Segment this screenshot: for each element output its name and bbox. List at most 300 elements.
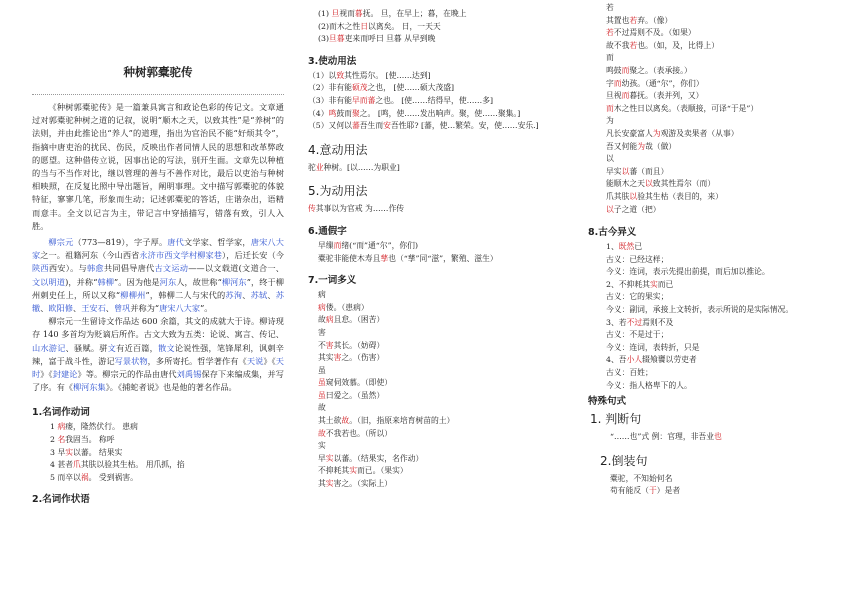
- highlight-text: 实: [325, 479, 334, 489]
- highlight-text: 聚: [351, 108, 360, 118]
- highlight-text: 山水游记: [32, 342, 66, 353]
- text-segment: 视而: [339, 9, 355, 18]
- highlight-text: 若: [629, 15, 638, 25]
- text-segment: 吏来而呼曰 旦暮 从早到晚: [344, 34, 436, 44]
- highlight-text: 而: [606, 103, 614, 113]
- list-item: [308, 465, 570, 478]
- highlight-text: 而: [621, 65, 630, 75]
- text-segment: 之一。祖籍河东（今山西省: [40, 250, 140, 261]
- text-segment: ——以文载道(文道合一、: [188, 263, 284, 274]
- list-item: [588, 166, 853, 179]
- highlight-text: 蕃: [351, 121, 360, 131]
- text-segment: 今义：指人格卑下的人。: [606, 380, 692, 390]
- text-segment: 其实: [318, 353, 334, 363]
- list-item: [308, 33, 570, 46]
- list-item: [588, 380, 853, 393]
- text-segment: 1、: [606, 242, 619, 252]
- text-segment: 》《: [263, 355, 276, 366]
- text-segment: 早实: [606, 166, 622, 176]
- highlight-text: 陕西: [32, 263, 49, 274]
- text-segment: 早缫: [318, 240, 334, 250]
- highlight-text: 文: [107, 342, 117, 353]
- list-item: [308, 352, 570, 365]
- text-segment: 柳宗元一生留诗文作品达 600 余篇，其文的成就大于诗。柳诗现存 140 多首均为贬谪后所作。古文大致为五类：论说、寓言、传记、: [32, 316, 284, 340]
- highlight-text: 柳河东: [221, 276, 247, 287]
- highlight-text: 柳柳州: [120, 289, 146, 300]
- highlight-text: 致: [336, 70, 345, 80]
- highlight-text: 害: [325, 340, 334, 350]
- text-segment: 观游及卖果者（从事）: [660, 128, 739, 138]
- text-segment: 橐驼，不知始何名: [610, 473, 673, 483]
- highlight-text: 若: [606, 28, 614, 38]
- heading-putative: 4.意动用法: [308, 142, 368, 157]
- text-segment: 5 而卒以: [50, 472, 81, 482]
- list-noun-as-verb: [32, 421, 284, 484]
- list-item: [32, 434, 284, 447]
- text-segment: （1）以: [308, 70, 337, 80]
- list-item: [308, 340, 570, 353]
- text-segment: 焉则不及: [642, 317, 674, 327]
- text-segment: 驼: [308, 162, 316, 172]
- text-segment: 4 甚者: [50, 460, 74, 470]
- text-segment: 论说性强，笔锋犀利，讽刺辛辣，富于战斗性，游记: [32, 342, 284, 366]
- list-item: [308, 70, 570, 83]
- list-item: [308, 390, 570, 403]
- heading-ancient-modern: 8.古今异义: [588, 227, 637, 239]
- text-segment: 橐驼非能使木寿且: [318, 253, 381, 263]
- text-segment: 、: [105, 303, 114, 314]
- list-item: [32, 472, 284, 485]
- list-polysemy: [308, 289, 570, 491]
- highlight-text: 苏洵: [225, 289, 243, 300]
- line-judgment: [588, 431, 853, 444]
- text-segment: 其: [318, 479, 326, 489]
- highlight-text: 虽: [318, 378, 326, 388]
- text-segment: 暮抚。（表并列，又）: [629, 91, 704, 101]
- text-segment: 木之性日以离矣。（表顺接，可译“于是”）: [613, 103, 759, 113]
- heading-for-use: 5.为动用法: [308, 184, 368, 199]
- highlight-text: 害: [333, 353, 342, 363]
- highlight-text: 韩愈: [86, 263, 104, 274]
- list-item: [308, 453, 570, 466]
- text-segment: 若: [606, 3, 614, 12]
- highlight-text: 实: [65, 447, 74, 457]
- heading-polysemy: 7.一词多义: [308, 275, 357, 287]
- highlight-text: 文以明道: [32, 276, 66, 287]
- highlight-text: 而: [333, 240, 342, 250]
- text-segment: 4、吾: [606, 355, 627, 365]
- text-segment: 早: [318, 453, 326, 463]
- text-segment: 吾生而: [359, 121, 384, 131]
- text-segment: 辍飧饔以劳吏者: [642, 355, 697, 365]
- heading-special-sentences: 特殊句式: [588, 396, 627, 408]
- highlight-text: 散文: [158, 342, 175, 353]
- list-item: [588, 354, 853, 367]
- list-item: [308, 240, 570, 253]
- highlight-text: 天说: [246, 355, 264, 366]
- list-item: [588, 40, 853, 53]
- list-tongjia: [308, 240, 570, 265]
- text-segment: 故: [318, 403, 326, 413]
- highlight-text: 写景状物: [114, 355, 148, 366]
- text-segment: 虽: [318, 365, 326, 375]
- text-segment: 偻。（患病）: [325, 302, 369, 312]
- highlight-text: 刘禹锡: [176, 369, 202, 380]
- highlight-text: 传: [308, 204, 316, 214]
- list-item: [588, 473, 853, 486]
- column-left: [32, 0, 284, 508]
- highlight-text: 名: [57, 435, 66, 445]
- text-segment: 蕃（而且）: [629, 166, 669, 176]
- text-segment: ”。: [200, 303, 213, 314]
- highlight-text: 欧阳修: [48, 303, 73, 314]
- list-item: [308, 402, 570, 415]
- text-segment: 》。《捕蛇者说》也是他的著名作品。: [105, 382, 237, 393]
- text-segment: 、: [267, 289, 276, 300]
- list-item: [308, 415, 570, 428]
- list-item: [308, 21, 570, 34]
- highlight-text: 柳宗元: [48, 237, 74, 248]
- text-segment: 害之。（实际上）: [333, 479, 393, 489]
- highlight-text: 虽: [318, 390, 326, 400]
- intro-paragraph: [32, 101, 284, 233]
- heading-judgment-sentence: 1. 判断句: [590, 412, 642, 427]
- text-segment: 害: [318, 327, 326, 337]
- list-item: [588, 329, 853, 342]
- text-segment: 2: [50, 435, 58, 445]
- text-segment: 其肤以验其生枯。 用爪抓，掐: [80, 460, 185, 470]
- text-segment: 今义：连词，表转折，只是: [606, 342, 700, 352]
- line-for-use: [308, 203, 570, 216]
- list-item: [588, 15, 853, 28]
- text-segment: 而已。（果实）: [356, 466, 408, 476]
- highlight-text: 永济市西文学村柳家巷: [139, 250, 223, 261]
- highlight-text: 病: [57, 422, 66, 432]
- highlight-text: 旦: [331, 9, 340, 18]
- text-segment: 有近百篇，: [116, 342, 159, 353]
- list-item: [588, 103, 853, 116]
- list-item: [588, 178, 853, 191]
- text-segment: 我固当。 称呼: [65, 435, 115, 445]
- highlight-text: 于: [648, 486, 657, 496]
- text-segment: 绪(“而”通“尔”，你们): [341, 240, 418, 250]
- author-paragraph: [32, 236, 284, 315]
- highlight-text: 唐宋八大家: [159, 303, 201, 314]
- list-item: [308, 428, 570, 441]
- highlight-text: 为: [637, 141, 645, 151]
- list-item: [588, 78, 853, 91]
- list-item: [588, 254, 853, 267]
- list-item: [588, 115, 853, 128]
- highlight-text: 若: [629, 40, 638, 50]
- highlight-text: 封建论: [52, 369, 78, 380]
- list-adverbial: [308, 8, 570, 46]
- highlight-text: 也: [714, 432, 722, 442]
- text-segment: “……也”式 例：官理，非吾业: [610, 432, 715, 442]
- text-segment: （4）: [308, 108, 329, 118]
- highlight-text: 以: [629, 191, 638, 201]
- text-segment: 其土欲: [318, 416, 342, 426]
- title-divider: [32, 94, 284, 95]
- text-segment: 也。（如，及，比得上）: [637, 40, 720, 50]
- list-item: [308, 314, 570, 327]
- text-segment: 凡长安豪富人: [606, 128, 653, 138]
- text-segment: 其性焉尔。 [使……达到]: [344, 70, 431, 80]
- line-putative: [308, 162, 570, 175]
- highlight-text: 故: [318, 428, 326, 438]
- text-segment: （3）非有能: [308, 95, 352, 105]
- column-right: [588, 0, 853, 498]
- text-segment: 2、不抑耗其: [606, 279, 650, 289]
- list-item: [588, 266, 853, 279]
- list-causative: [308, 70, 570, 133]
- text-segment: 。 受到祸害。: [88, 472, 138, 482]
- list-item: [308, 95, 570, 108]
- text-segment: 鼓而: [336, 108, 352, 118]
- text-segment: 鸣鼓: [606, 65, 622, 75]
- list-ancient-modern: [588, 241, 853, 392]
- list-item: [588, 291, 853, 304]
- list-item: [588, 241, 853, 254]
- text-segment: 之也。 [使……结得早，使……多]: [375, 95, 494, 105]
- list-item: [588, 279, 853, 292]
- highlight-text: 爪: [73, 460, 81, 470]
- highlight-text: 以: [621, 166, 630, 176]
- list-item: [32, 459, 284, 472]
- text-segment: 且怠。（困苦）: [333, 315, 385, 325]
- text-segment: 以蕃。 结果实: [73, 447, 123, 457]
- list-item: [588, 191, 853, 204]
- highlight-text: 曾巩: [113, 303, 131, 314]
- list-inversion: [588, 473, 853, 498]
- highlight-text: 日: [360, 21, 369, 31]
- list-item: [308, 289, 570, 302]
- text-segment: 以离矣。 日，一天天: [368, 21, 441, 31]
- text-segment: 不抑耗其: [318, 466, 350, 476]
- text-segment: 苟有能反（: [610, 486, 649, 496]
- list-item: [588, 128, 853, 141]
- list-item: [308, 377, 570, 390]
- text-segment: 故: [318, 315, 326, 325]
- text-segment: 曰爱之。（虽然）: [325, 390, 385, 400]
- text-segment: 之。 [鸣，使……发出响声。聚，使……聚集。]: [359, 108, 521, 118]
- highlight-text: 而: [613, 78, 622, 88]
- text-segment: 人，故世称“: [176, 276, 222, 287]
- text-segment: 吾性耶? [蕃，使…繁荣。安，使……安乐.]: [390, 121, 539, 131]
- highlight-text: 河东: [159, 276, 177, 287]
- text-segment: 》等。柳宗元的作品由唐代: [77, 369, 177, 380]
- list-item: [588, 2, 853, 15]
- text-segment: 能顺木之天: [606, 179, 645, 189]
- list-item: [308, 440, 570, 453]
- text-segment: 西安）。与: [48, 263, 87, 274]
- text-segment: 。（旧，指原来培育树苗的土）: [349, 416, 455, 426]
- highlight-text: 苏辙: [32, 289, 284, 314]
- highlight-text: 祸: [80, 472, 89, 482]
- text-segment: (3): [318, 34, 330, 44]
- text-segment: 今义：副词，承接上文转折，表示所说的是实际情况。: [606, 305, 794, 315]
- list-item: [588, 485, 853, 498]
- list-polysemy-cont: [588, 2, 853, 216]
- text-segment: 古义：百姓；: [606, 368, 653, 378]
- text-segment: 为: [606, 116, 614, 126]
- text-segment: 今义：连词，表示先提出前提，而后加以推论。: [606, 267, 770, 277]
- text-segment: 幼孩。（通“尔”，你们）: [621, 78, 704, 88]
- list-item: [308, 302, 570, 315]
- heading-inversion: 2.倒装句: [600, 453, 648, 468]
- text-segment: 已: [634, 242, 643, 252]
- text-segment: 瘘，隆然伏行。 患病: [65, 422, 138, 432]
- list-item: [308, 120, 570, 133]
- text-segment: 其长。（妨碍）: [333, 340, 385, 350]
- text-segment: 不过焉则不及。（如果）: [613, 28, 696, 38]
- text-segment: (1): [318, 9, 332, 18]
- text-segment: 、: [242, 289, 251, 300]
- list-item: [588, 204, 853, 217]
- text-segment: ），后迁长安（今: [222, 250, 284, 261]
- text-segment: 窥伺效慕。（即使）: [325, 378, 393, 388]
- text-segment: 其事以为官戒 为……作传: [315, 204, 405, 214]
- text-segment: 聚之。（表承接。）: [629, 65, 692, 75]
- text-segment: 之。（伤害）: [341, 353, 385, 363]
- highlight-text: 以: [644, 179, 653, 189]
- highlight-text: 业: [315, 162, 324, 172]
- highlight-text: 旦暮: [329, 34, 345, 44]
- text-segment: 古义：它的果实；: [606, 292, 669, 302]
- text-segment: 弃。（像）: [637, 15, 673, 25]
- text-segment: （5）又何以: [308, 121, 352, 131]
- list-item: [588, 90, 853, 103]
- highlight-text: 为: [652, 128, 661, 138]
- text-segment: ）是者: [656, 486, 681, 496]
- text-segment: 、: [72, 303, 82, 314]
- highlight-text: 王安石: [81, 303, 106, 314]
- list-item: [588, 65, 853, 78]
- text-segment: 、骚赋。骈: [65, 342, 108, 353]
- highlight-text: 病: [325, 315, 334, 325]
- highlight-text: 以: [606, 204, 614, 214]
- list-item: [588, 52, 853, 65]
- text-segment: 《种树郭橐驼传》是一篇兼具寓言和政论色彩的传记文。文章通过对郭橐驼种树之道的记叙，说明“顺木之天，以致其性”是“养树”的法则，并由此推论出“养人”的道理，指出为官治民不能“好烦其令”，指摘中唐吏治的扰民、伤民，反映出作者同情人民的思想和改革弊政的愿望。这种借传立说，因事出论的写法，别开生面。文章先以种植的当与不当作对比，继以管理的善与不善作对比，最后以吏治与种树相映照，在反复比照中导出题旨，阐明事理。文中描写郭橐驼的体貌特征，寥寥几笔，形象而生动；记述郭橐驼的答话，庄谐杂出，语精而意丰。全文以记言为主，带记言中穿插描写，错落有致，引人入胜。: [32, 102, 284, 231]
- text-segment: （2）非有能: [308, 83, 352, 93]
- text-segment: 不我若也。（所以）: [325, 428, 393, 438]
- list-item: [308, 253, 570, 266]
- list-item: [32, 447, 284, 460]
- text-segment: ”，韩柳二人与宋代的: [145, 289, 226, 300]
- highlight-text: 安: [383, 121, 391, 131]
- text-segment: 旦视: [606, 91, 622, 101]
- highlight-text: 实: [649, 279, 658, 289]
- highlight-text: 硕茂: [351, 83, 368, 93]
- highlight-text: 苏轼: [250, 289, 268, 300]
- text-segment: 古义：已经这样；: [606, 254, 669, 264]
- list-item: [588, 367, 853, 380]
- highlight-text: 唐宋八大家: [32, 237, 284, 261]
- text-segment: 》《: [40, 369, 53, 380]
- heading-noun-as-verb: 1.名词作动词: [32, 407, 90, 419]
- text-segment: 之也， [使……硕大茂盛]: [367, 83, 455, 93]
- highlight-text: 古文运动: [154, 263, 189, 274]
- text-segment: 而: [606, 53, 614, 63]
- text-segment: 实: [318, 441, 326, 451]
- list-item: [308, 478, 570, 491]
- highlight-text: 故: [341, 416, 350, 426]
- text-segment: 也（“孳”同“滋”，繁殖、滋生）: [388, 253, 498, 263]
- highlight-text: 唐代: [167, 237, 184, 248]
- text-segment: 而已: [657, 279, 674, 289]
- text-segment: 致其性焉尔（而）: [652, 179, 716, 189]
- text-segment: 哉（做）: [644, 141, 677, 151]
- highlight-text: 实: [325, 453, 334, 463]
- text-segment: 病: [318, 290, 326, 300]
- highlight-text: 病: [318, 302, 326, 312]
- list-item: [308, 82, 570, 95]
- text-segment: 抚。 旦，在早上；暮，在晚上: [362, 9, 467, 18]
- text-segment: 爪其肤: [606, 191, 630, 201]
- list-item: [588, 141, 853, 154]
- text-segment: 以蕃。（结果实，名作动）: [333, 453, 424, 463]
- text-segment: 1: [50, 422, 58, 432]
- text-segment: 3、若: [606, 317, 627, 327]
- article-title: 种树郭橐驼传: [123, 65, 193, 79]
- text-segment: )，并称“: [65, 276, 98, 287]
- text-segment: ”，终于柳州刺史任上，所以又称“: [32, 276, 284, 300]
- text-segment: 验其生枯（表目的，来）: [637, 191, 723, 201]
- list-item: [308, 327, 570, 340]
- highlight-text: 韩柳: [97, 276, 115, 287]
- highlight-text: 既然: [618, 242, 635, 252]
- text-segment: 古义：不是过于；: [606, 330, 669, 340]
- text-segment: 不: [318, 340, 326, 350]
- text-segment: 故不我: [606, 40, 630, 50]
- highlight-text: 不过: [626, 317, 643, 327]
- highlight-text: 天时: [32, 355, 284, 380]
- list-item: [588, 304, 853, 317]
- highlight-text: 暮: [354, 9, 363, 18]
- text-segment: 以: [606, 154, 614, 164]
- text-segment: 共同倡导唐代: [103, 263, 155, 274]
- text-segment: 子之道（把）: [613, 204, 661, 214]
- list-item: [588, 153, 853, 166]
- text-segment: 3 早: [50, 447, 66, 457]
- text-segment: 种树。[以……为职业]: [323, 162, 400, 172]
- text-segment: 字: [606, 78, 614, 88]
- text-segment: 文学家、哲学家，: [184, 237, 251, 248]
- column-middle: [308, 0, 570, 491]
- highlight-text: 鸣: [328, 108, 337, 118]
- list-item: [588, 27, 853, 40]
- list-item: [308, 8, 570, 21]
- list-item: [588, 317, 853, 330]
- text-segment: （773—819），字子厚。: [73, 237, 168, 248]
- text-segment: 吾又何能: [606, 141, 638, 151]
- text-segment: (2)而木之性: [318, 21, 361, 31]
- highlight-text: 而: [621, 91, 630, 101]
- text-segment: ”。因为他是: [114, 276, 160, 287]
- list-item: [308, 108, 570, 121]
- highlight-text: 早而蕃: [351, 95, 376, 105]
- text-segment: 保存下来编成集，并写了序。有《: [32, 369, 284, 393]
- text-segment: 、: [40, 303, 49, 314]
- highlight-text: 小人: [626, 355, 643, 365]
- heading-tongjia: 6.通假字: [308, 225, 347, 237]
- text-segment: 其置也: [606, 15, 630, 25]
- highlight-text: 柳河东集: [72, 382, 106, 393]
- list-item: [588, 342, 853, 355]
- highlight-text: 孳: [380, 253, 389, 263]
- list-item: [308, 365, 570, 378]
- list-item: [32, 421, 284, 434]
